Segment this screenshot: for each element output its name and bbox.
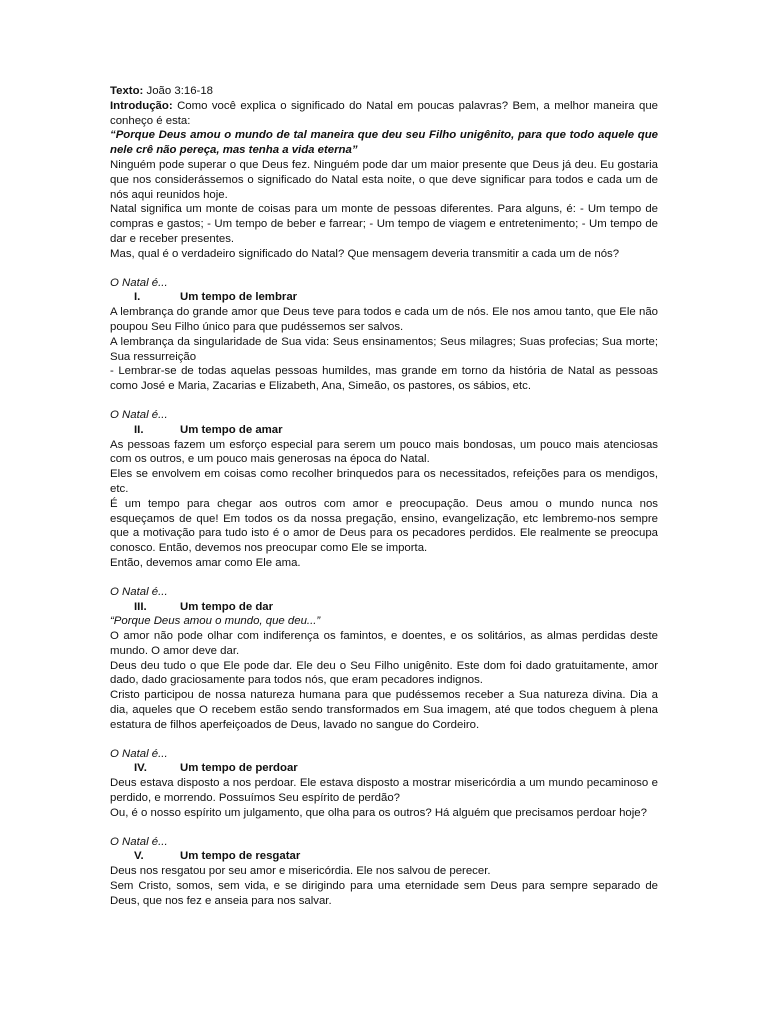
section-paragraph: A lembrança do grande amor que Deus teve para todos e cada um de nós. Ele nos amou tanto, que Ele não poupou Seu Filho único para que pudéssemos ser salvos. — [110, 306, 658, 333]
section-paragraph: Deus deu tudo o que Ele pode dar. Ele deu o Seu Filho unigênito. Este dom foi dado gratuitamente, amor dado, dado graciosamente para todos nós, que eram pecadores indignos. — [110, 659, 658, 687]
section-paragraph: As pessoas fazem um esforço especial para serem um pouco mais bondosas, um pouco mais atenciosas com os outros, e um pouco mais generosas na época do Natal. — [110, 438, 658, 466]
section-paragraph: Cristo participou de nossa natureza humana para que pudéssemos receber a Sua natureza divina. Dia a dia, aqueles que O recebem estão sendo transformados em Sua imagem, até que todos cheguem à plena estatura de filhos aperfeiçoados de Deus, lavado no sangue do Cordeiro. — [110, 689, 658, 731]
section-intro: O Natal é... — [110, 747, 168, 760]
section-paragraph: Sem Cristo, somos, sem vida, e se dirigindo para uma eternidade sem Deus para sempre separado de Deus, que nos fez e anseia para nos salvar. — [110, 880, 658, 907]
intro-label: Introdução: — [110, 99, 173, 112]
text-reference — [110, 84, 658, 99]
section-number: II. — [134, 423, 144, 436]
introduction — [110, 99, 658, 129]
section-paragraph: Então, devemos amar como Ele ama. — [110, 556, 301, 569]
section-heading — [110, 761, 658, 776]
section-intro: O Natal é... — [110, 408, 168, 421]
section-paragraph: Ou, é o nosso espírito um julgamento, que olha para os outros? Há alguém que precisamos perdoar hoje? — [110, 806, 647, 819]
section-number: III. — [134, 600, 147, 613]
intro-paragraph-1: Ninguém pode superar o que Deus fez. Ninguém pode dar um maior presente que Deus já deu. Eu gostaria que nos considerássemos o significado do Natal esta noite, o que deve significar para todos e cada um de nós aqui reunidos hoje. — [110, 158, 658, 201]
section-number: V. — [134, 850, 144, 863]
section-number: I. — [134, 291, 141, 304]
section-heading — [110, 849, 658, 864]
section-3 — [110, 585, 658, 733]
section-title: Um tempo de dar — [180, 600, 274, 613]
section-quote: “Porque Deus amou o mundo, que deu...” — [110, 615, 321, 628]
section-2 — [110, 408, 658, 571]
intro-paragraph-2: Natal significa um monte de coisas para um monte de pessoas diferentes. Para alguns, é: - Um tempo de compras e gastos; - Um tempo de beber e farrear; - Um tempo de viagem e entretenimento; - Um tempo de dar e receber presentes. — [110, 203, 658, 245]
section-paragraph: Deus estava disposto a nos perdoar. Ele estava disposto a mostrar misericórdia a um mundo pecaminoso e perdido, e morrendo. Possuímos Seu espírito de perdão? — [110, 777, 658, 805]
section-heading — [110, 423, 658, 438]
section-paragraph: O amor não pode olhar com indiferença os famintos, e doentes, e os solitários, as almas perdidas deste mundo. O amor deve dar. — [110, 630, 658, 657]
section-title: Um tempo de amar — [180, 423, 283, 436]
section-heading — [110, 600, 658, 615]
section-title: Um tempo de resgatar — [180, 850, 301, 863]
section-4 — [110, 747, 658, 821]
intro-paragraph-3: Mas, qual é o verdadeiro significado do Natal? Que mensagem deveria transmitir a cada um de nós? — [110, 247, 620, 260]
section-paragraph: A lembrança da singularidade de Sua vida: Seus ensinamentos; Seus milagres; Suas profecias; Sua morte; Sua ressurreição — [110, 335, 658, 363]
section-heading — [110, 290, 658, 305]
section-title: Um tempo de perdoar — [180, 762, 298, 775]
section-paragraph: Deus nos resgatou por seu amor e misericórdia. Ele nos salvou de perecer. — [110, 865, 491, 878]
section-title: Um tempo de lembrar — [180, 291, 298, 304]
key-verse-quote: “Porque Deus amou o mundo de tal maneira que deu seu Filho unigênito, para que todo aquele que nele crê não pereça, mas tenha a vida eterna” — [110, 129, 658, 157]
section-paragraph: É um tempo para chegar aos outros com amor e preocupação. Deus amou o mundo nunca nos esqueçamos de que! Em todos os da nossa pregação, ensino, evangelização, etc lembremo-nos sempre que a motivação para tudo isto é o amor de Deus para os pecadores perdidos. Ele realmente se preocupa conosco. Então, devemos nos preocupar como Ele se importa. — [110, 497, 658, 555]
section-intro: O Natal é... — [110, 585, 168, 598]
section-intro: O Natal é... — [110, 835, 168, 848]
section-number: IV. — [134, 762, 147, 775]
section-1 — [110, 276, 658, 394]
section-paragraph: - Lembrar-se de todas aquelas pessoas humildes, mas grande em torno da história de Natal as pessoas como José e Maria, Zacarias e Elizabeth, Ana, Simeão, os pastores, os sábios, etc. — [110, 365, 658, 393]
intro-text: Como você explica o significado do Natal em poucas palavras? Bem, a melhor maneira que conheço é esta: — [110, 99, 658, 127]
section-intro: O Natal é... — [110, 276, 168, 289]
section-5 — [110, 835, 658, 909]
texto-value: João 3:16-18 — [143, 85, 213, 97]
texto-label: Texto: — [110, 85, 144, 97]
section-paragraph: Eles se envolvem em coisas como recolher brinquedos para os necessitados, refeições para os mendigos, etc. — [110, 468, 658, 495]
